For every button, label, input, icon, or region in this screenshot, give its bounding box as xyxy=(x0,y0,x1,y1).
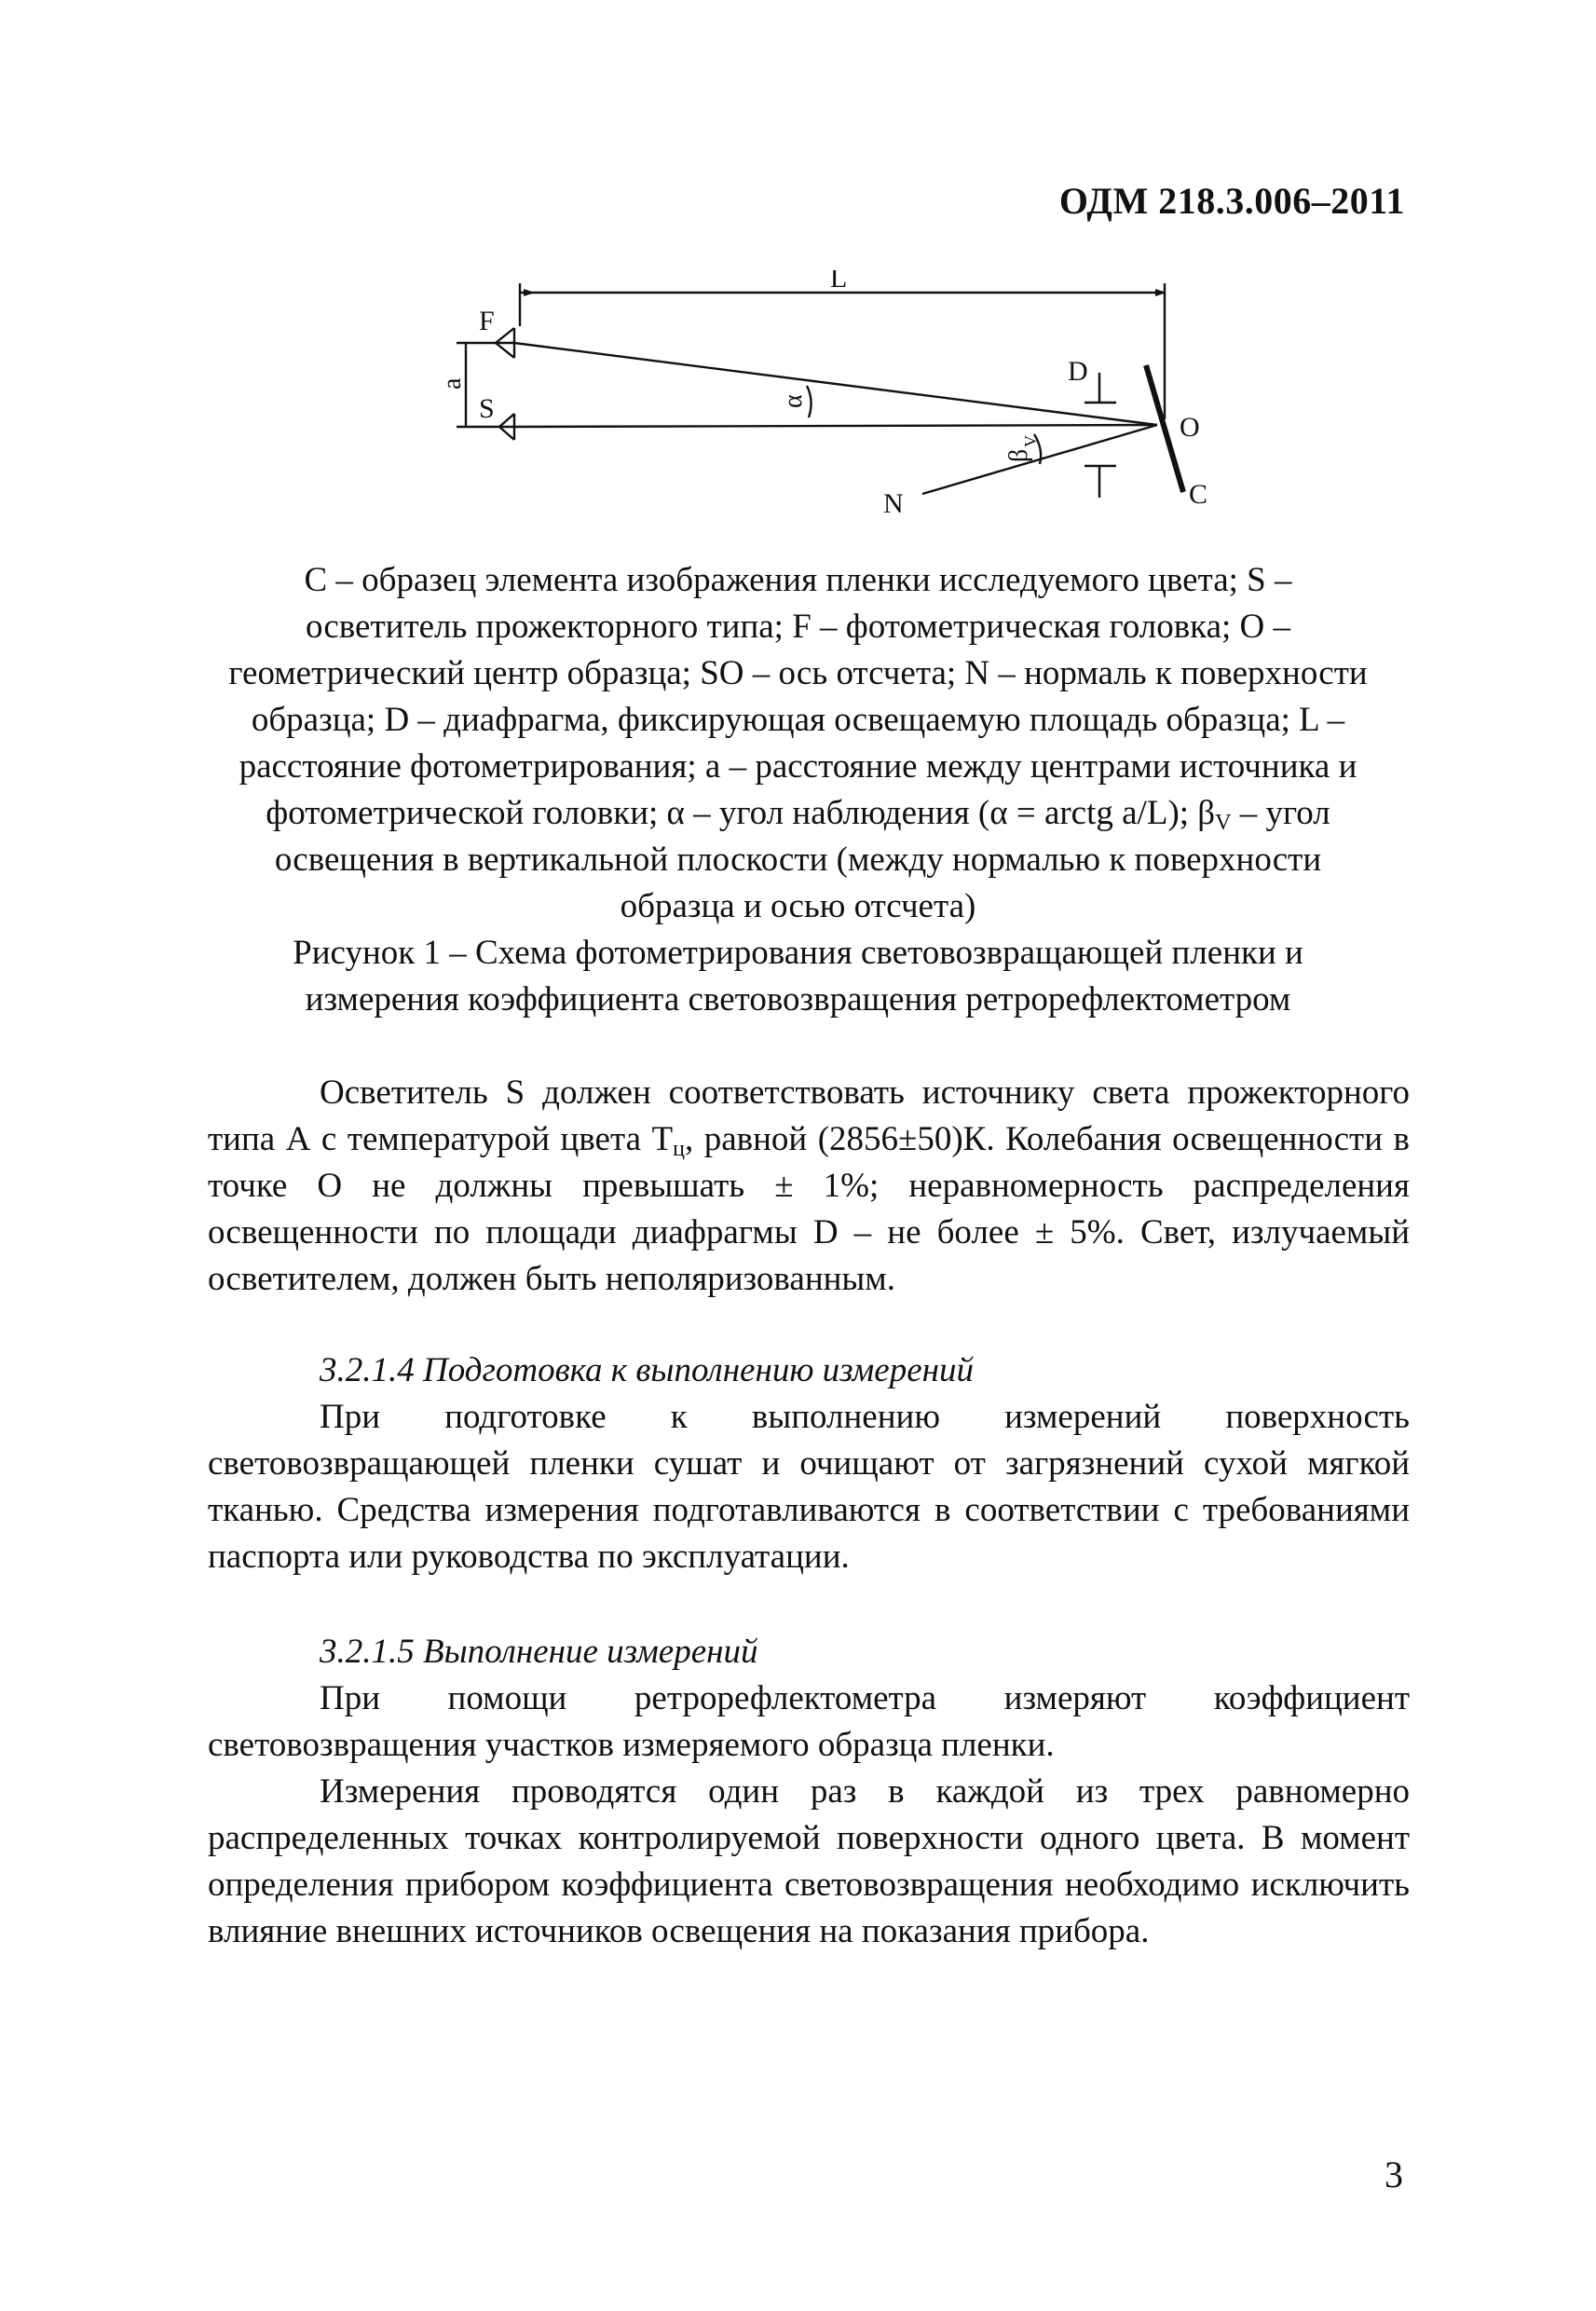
section-3-2-1-5 xyxy=(208,1629,1410,1955)
label-alpha: α xyxy=(779,394,808,408)
label-O: O xyxy=(1180,412,1200,443)
label-N: N xyxy=(883,488,904,519)
label-C: C xyxy=(1189,479,1208,510)
figure-caption xyxy=(224,557,1372,1023)
label-beta: β xyxy=(1004,448,1033,462)
label-beta-subscript: V xyxy=(1021,435,1040,447)
illuminator-requirements-block xyxy=(208,1070,1410,1303)
legend-text-part2: – угол освещения в вертикальной плоскости (между нормалью к поверхности образца и осью отсчета) xyxy=(274,794,1330,925)
photometry-scheme-diagram xyxy=(438,270,1239,550)
document-code-header: ОДМ 218.3.006–2011 xyxy=(1058,180,1405,222)
label-F: F xyxy=(479,306,495,336)
photometry-scheme-figure xyxy=(438,270,1239,550)
section-heading-3-2-1-4: 3.2.1.4 Подготовка к выполнению измерений xyxy=(320,1351,974,1389)
legend-subscript: V xyxy=(1215,811,1232,835)
page-number: 3 xyxy=(1385,2154,1403,2195)
label-D: D xyxy=(1068,356,1088,387)
figure-legend xyxy=(224,557,1372,930)
label-a: a xyxy=(438,377,467,390)
paragraph-illuminator: Осветитель S должен соответствовать источнику света прожекторного типа А с температурой цвета $Т_ц$, равной (2856±50)К. Колебания освещенности в точке О не должны превышать ± 1%; неравномерность распределения освещенности по площади диафрагмы D – не более ± 5%. Свет, излучаемый осветителем, должен быть неполяризованным. xyxy=(208,1073,1410,1298)
axis-S-O xyxy=(514,425,1157,427)
color-temperature-subscript: ц xyxy=(673,1137,685,1161)
paragraph-preparation: При подготовке к выполнению измерений поверхность световозвращающей пленки сушат и очищают от загрязнений сухой мягкой тканью. Средства измерения подготавливаются в соответствии с требованиями паспорта или руководства по эксплуатации. xyxy=(208,1398,1410,1576)
label-S: S xyxy=(479,393,495,424)
ray-F-O xyxy=(514,343,1157,425)
figure-title: Рисунок 1 – Схема фотометрирования световозвращающей пленки и измерения коэффициента световозвращения ретрорефлектометром xyxy=(293,934,1303,1019)
section-heading-3-2-1-5: 3.2.1.5 Выполнение измерений xyxy=(320,1633,758,1671)
section-3-2-1-4 xyxy=(208,1347,1410,1580)
paragraph-measurement-procedure: Измерения проводятся один раз в каждой из трех равномерно распределенных точках контролируемой поверхности одного цвета. В момент определения прибором коэффициента световозвращения необходимо исключить влияние внешних источников освещения на показания прибора. xyxy=(208,1772,1410,1950)
legend-text-part1: С – образец элемента изображения пленки исследуемого цвета; S – осветитель прожекторного типа; F – фотометрическая головка; О – геометрический центр образца; SO – ось отсчета; N – нормаль к поверхности образца; D – диафрагма, фиксирующая освещаемую площадь образца; L – расстояние фотометрирования; а – расстояние между центрами источника и фотометрической головки; α – угол наблюдения (α = arctg a/L); β xyxy=(228,561,1368,832)
label-L: L xyxy=(829,270,848,294)
paragraph-measurement-tool: При помощи ретрорефлектометра измеряют коэффициент световозвращения участков измеряемого образца пленки. xyxy=(208,1679,1410,1764)
